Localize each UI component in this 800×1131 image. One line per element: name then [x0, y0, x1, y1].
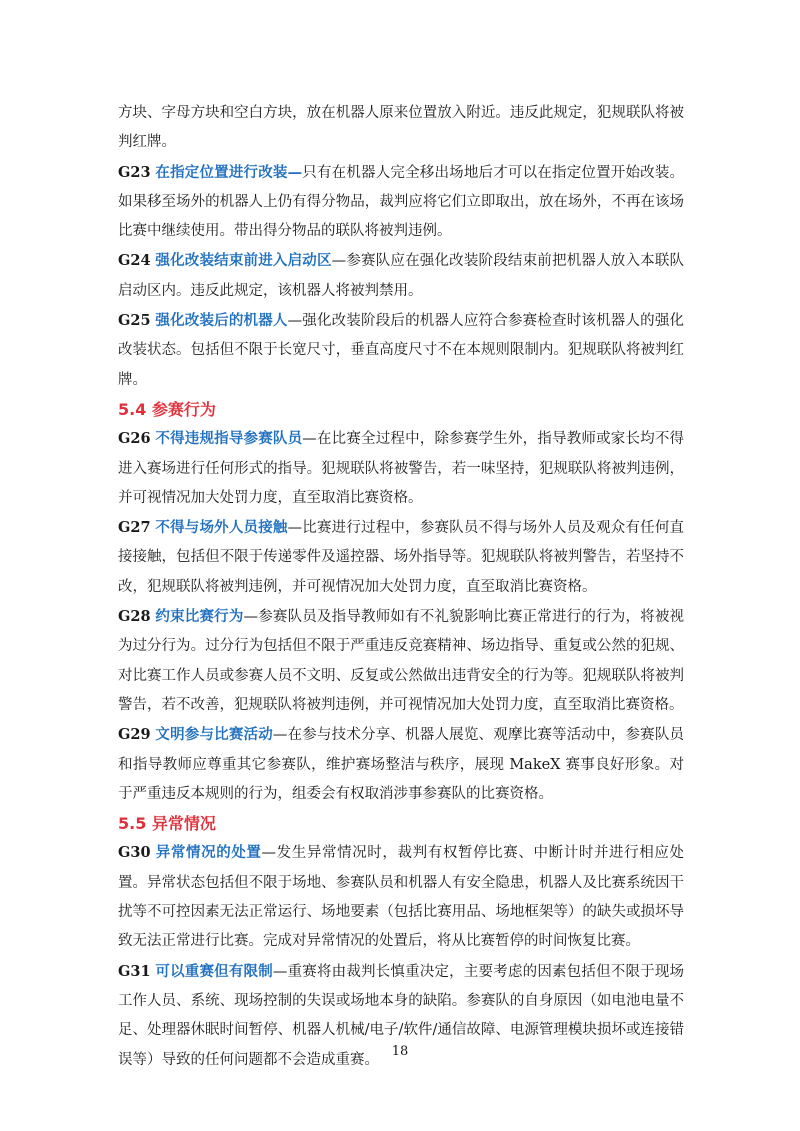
rule-title: 在指定位置进行改装—	[155, 163, 303, 181]
rule-title: 文明参与比赛活动	[155, 726, 273, 744]
rule-text: —参赛队应在强化改装阶段结束前把机器人放入本联队启动区内。违反此规定，该机器人将被判禁用。	[118, 253, 685, 299]
rule-title: 强化改装后的机器人	[155, 312, 288, 330]
intro-paragraph: 方块、字母方块和空白方块，放在机器人原来位置放入附近。违反此规定，犯规联队将被判红牌。	[118, 105, 684, 151]
rule-id: G25	[118, 312, 151, 330]
rule-id: G29	[118, 726, 151, 744]
rule-id: G31	[118, 962, 151, 980]
page-content	[118, 99, 684, 1075]
section-heading-5-4: 5.4 参赛行为	[118, 399, 216, 419]
rule-g30	[118, 838, 684, 956]
rule-title: 不得与场外人员接触	[155, 519, 288, 537]
rule-text: —发生异常情况时，裁判有权暂停比赛、中断计时并进行相应处置。异常状态包括但不限于场地、参赛队员和机器人有安全隐患，机器人及比赛系统因干扰等不可控因素无法正常运行、场地要素（包括比赛用品、场地框架等）的缺失或损坏导致无法正常进行比赛。完成对异常情况的处置后，将从比赛暂停的时间恢复比赛。	[118, 845, 684, 950]
page-number: 18	[391, 1044, 409, 1059]
rule-g27	[118, 513, 684, 602]
rule-title: 异常情况的处置	[155, 844, 262, 862]
rule-text: —在参与技术分享、机器人展览、观摩比赛等活动中，参赛队员和指导教师应尊重其它参赛队，维护赛场整洁与秩序，展现 MakeX 赛事良好形象。对于严重违反本规则的行为，组委会有权取消涉事参赛队的比赛资格。	[118, 727, 685, 802]
rule-g29	[118, 720, 684, 809]
rule-title: 强化改装结束前进入启动区	[155, 252, 332, 270]
rule-id: G27	[118, 519, 151, 537]
rule-id: G30	[118, 844, 151, 862]
rule-title: 约束比赛行为	[155, 608, 244, 626]
rule-id: G24	[118, 252, 151, 270]
rule-g28	[118, 602, 684, 720]
rule-title: 可以重赛但有限制	[155, 962, 273, 980]
rule-id: G26	[118, 430, 151, 448]
rule-text: —重赛将由裁判长慎重决定，主要考虑的因素包括但不限于现场工作人员、系统、现场控制的失误或场地本身的缺陷。参赛队的自身原因（如电池电量不足、处理器休眠时间暂停、机器人机械/电子/软件/通信故障、电源管理模块损坏或连接错误等）导致的任何问题都不会造成重赛。	[118, 963, 685, 1068]
rule-text: 只有在机器人完全移出场地后才可以在指定位置开始改装。如果移至场外的机器人上仍有得分物品，裁判应将它们立即取出，放在场外，不再在该场比赛中继续使用。带出得分物品的联队将被判违例。	[118, 164, 685, 240]
rule-id: G28	[118, 608, 151, 626]
rule-text: —参赛队员及指导教师如有不礼貌影响比赛正常进行的行为，将被视为过分行为。过分行为包括但不限于严重违反竞赛精神、场边指导、重复或公然的犯规、对比赛工作人员或参赛人员不文明、反复或公然做出违背安全的行为等。犯规联队将被判警告，若不改善，犯规联队将被判违例，并可视情况加大处罚力度，直至取消比赛资格。	[118, 609, 685, 713]
rule-text: —强化改装阶段后的机器人应符合参赛检查时该机器人的强化改装状态。包括但不限于长宽尺寸，垂直高度尺寸不在本规则限制内。犯规联队将被判红牌。	[118, 313, 685, 388]
rule-g23	[118, 158, 684, 247]
rule-text: —在比赛全过程中，除参赛学生外，指导教师或家长均不得进入赛场进行任何形式的指导。犯规联队将被警告，若一味坚持，犯规联队将被判违例，并可视情况加大处罚力度，直至取消比赛资格。	[118, 431, 685, 506]
rule-g25	[118, 306, 684, 395]
rule-g26	[118, 424, 684, 513]
section-heading-5-5: 5.5 异常情况	[118, 814, 216, 834]
rule-id: G23	[118, 163, 151, 181]
rule-title: 不得违规指导参赛队员	[155, 430, 303, 448]
rule-text: —比赛进行过程中，参赛队员不得与场外人员及观众有任何直接接触，包括但不限于传递零件及遥控器、场外指导等。犯规联队将被判警告，若坚持不改，犯规联队将被判违例，并可视情况加大处罚力度，直至取消比赛资格。	[118, 520, 685, 595]
rule-g24	[118, 246, 684, 306]
